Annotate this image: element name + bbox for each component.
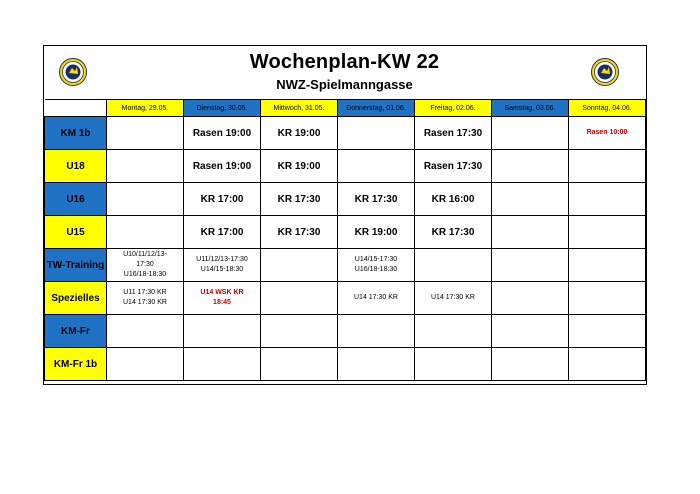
row-label: KM-Fr — [45, 315, 107, 348]
schedule-cell: KR 17:30 — [261, 216, 338, 249]
row-label: U15 — [45, 216, 107, 249]
club-logo-icon — [591, 58, 619, 86]
schedule-cell: Rasen 10:00 — [569, 117, 646, 150]
schedule-cell — [569, 150, 646, 183]
day-header: Donnerstag, 01.06. — [338, 100, 415, 117]
weekly-plan-sheet — [43, 45, 647, 385]
schedule-cell — [492, 216, 569, 249]
schedule-cell — [569, 249, 646, 282]
row-label: U18 — [45, 150, 107, 183]
schedule-cell — [492, 249, 569, 282]
schedule-cell — [338, 150, 415, 183]
day-header: Montag, 29.05. — [107, 100, 184, 117]
schedule-cell — [184, 315, 261, 348]
day-header: Freitag, 02.06. — [415, 100, 492, 117]
schedule-cell — [415, 348, 492, 381]
schedule-cell — [569, 315, 646, 348]
row-label: Spezielles — [45, 282, 107, 315]
schedule-cell — [107, 183, 184, 216]
schedule-cell — [261, 282, 338, 315]
schedule-cell: KR 19:00 — [261, 117, 338, 150]
page-subtitle: NWZ-Spielmanngasse — [276, 77, 413, 92]
table-row — [45, 249, 646, 282]
schedule-cell: U14 17:30 KR — [415, 282, 492, 315]
schedule-cell — [261, 348, 338, 381]
table-row — [45, 282, 646, 315]
schedule-cell: U10/11/12/13- 17:30 U16/18-18:30 — [107, 249, 184, 282]
schedule-cell: Rasen 17:30 — [415, 150, 492, 183]
row-label: KM 1b — [45, 117, 107, 150]
schedule-cell — [492, 183, 569, 216]
schedule-cell: KR 19:00 — [261, 150, 338, 183]
table-row — [45, 216, 646, 249]
schedule-cell — [261, 315, 338, 348]
header-corner — [45, 100, 107, 117]
schedule-cell: U14/15-17:30 U16/18-18:30 — [338, 249, 415, 282]
schedule-cell — [492, 315, 569, 348]
schedule-cell — [184, 348, 261, 381]
table-row — [45, 150, 646, 183]
schedule-cell: KR 16:00 — [415, 183, 492, 216]
schedule-cell — [569, 348, 646, 381]
day-header: Sonntag, 04.06. — [569, 100, 646, 117]
schedule-cell — [107, 117, 184, 150]
day-header: Samstag, 03.06. — [492, 100, 569, 117]
schedule-cell — [569, 216, 646, 249]
schedule-cell — [569, 183, 646, 216]
schedule-cell: KR 17:00 — [184, 183, 261, 216]
table-row — [45, 348, 646, 381]
plan-header — [44, 46, 645, 99]
schedule-cell: KR 17:30 — [338, 183, 415, 216]
schedule-cell: KR 17:30 — [415, 216, 492, 249]
schedule-cell — [492, 348, 569, 381]
schedule-cell — [415, 315, 492, 348]
schedule-cell: Rasen 19:00 — [184, 150, 261, 183]
table-row — [45, 315, 646, 348]
schedule-cell: U11 17:30 KR U14 17:30 KR — [107, 282, 184, 315]
schedule-cell — [107, 150, 184, 183]
schedule-cell — [338, 315, 415, 348]
schedule-cell: U14 17:30 KR — [338, 282, 415, 315]
schedule-cell: U14 WSK KR 18:45 — [184, 282, 261, 315]
schedule-cell — [107, 216, 184, 249]
row-label: U16 — [45, 183, 107, 216]
schedule-cell — [492, 117, 569, 150]
row-label: KM-Fr 1b — [45, 348, 107, 381]
schedule-cell: KR 19:00 — [338, 216, 415, 249]
schedule-cell: KR 17:30 — [261, 183, 338, 216]
schedule-cell — [338, 117, 415, 150]
row-label: TW-Training — [45, 249, 107, 282]
schedule-cell — [569, 282, 646, 315]
schedule-cell: Rasen 17:30 — [415, 117, 492, 150]
table-row — [45, 183, 646, 216]
schedule-cell — [107, 315, 184, 348]
day-header: Dienstag, 30.05. — [184, 100, 261, 117]
table-row — [45, 117, 646, 150]
schedule-cell — [338, 348, 415, 381]
schedule-cell — [107, 348, 184, 381]
schedule-table — [44, 99, 646, 381]
schedule-cell — [492, 282, 569, 315]
day-header: Mittwoch, 31.05. — [261, 100, 338, 117]
schedule-cell: U11/12/13-17:30 U14/15-18:30 — [184, 249, 261, 282]
schedule-cell — [261, 249, 338, 282]
schedule-cell — [492, 150, 569, 183]
schedule-cell: KR 17:00 — [184, 216, 261, 249]
schedule-cell: Rasen 19:00 — [184, 117, 261, 150]
page-title: Wochenplan-KW 22 — [249, 51, 440, 73]
schedule-cell — [415, 249, 492, 282]
